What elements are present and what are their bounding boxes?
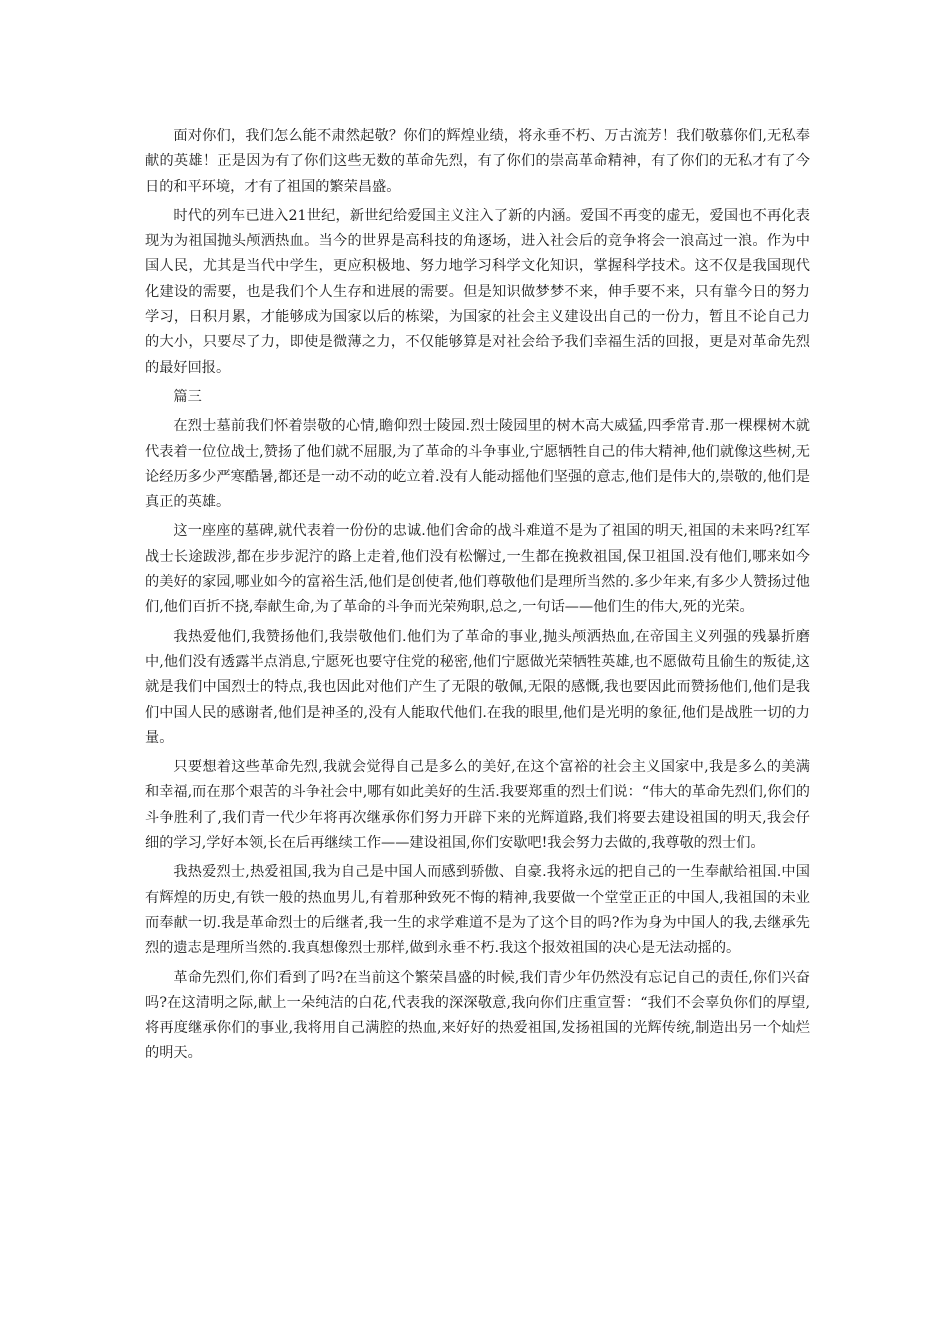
section-heading: 篇三 [173,388,202,405]
paragraph: 在烈士墓前我们怀着崇敬的心情,瞻仰烈士陵园.烈士陵园里的树木高大威猛,四季常青.那一棵棵树木就代表着一位位战士,赞扬了他们就不屈服,为了革命的斗争事业,宁愿牺牲自己的伟大精神,他们就像这些树,无论经历多少严寒酷暑,都还是一动不动的屹立着.没有人能动摇他们坚强的意志,他们是伟大的,崇敬的,他们是真正的英雄。 [145,418,810,511]
paragraph: 我热爱他们,我赞扬他们,我崇敬他们.他们为了革命的事业,抛头颅洒热血,在帝国主义列强的残暴折磨中,他们没有透露半点消息,宁愿死也要守住党的秘密,他们宁愿做光荣牺牲英雄,也不愿做苟且偷生的叛徒,这就是我们中国烈士的特点,我也因此对他们产生了无限的敬佩,无限的感慨,我也要因此而赞扬他们,他们是我们中国人民的感谢者,他们是神圣的,没有人能取代他们.在我的眼里,他们是光明的象征,他们是战胜一切的力量。 [145,628,810,746]
paragraph: 革命先烈们,你们看到了吗?在当前这个繁荣昌盛的时候,我们青少年仍然没有忘记自己的责任,你们兴奋吗?在这清明之际,献上一朵纯洁的白花,代表我的深深敬意,我向你们庄重宣誓：“我们不会辜负你们的厚望,将再度继承你们的事业,我将用自己满腔的热血,来好好的热爱祖国,发扬祖国的光辉传统,制造出另一个灿烂的明天。 [145,969,810,1062]
paragraph: 面对你们，我们怎么能不肃然起敬？你们的辉煌业绩，将永垂不朽、万古流芳！我们敬慕你们,无私奉献的英雄！正是因为有了你们这些无数的革命先烈，有了你们的崇高革命精神，有了你们的无私才有了今日的和平环境，才有了祖国的繁荣昌盛。 [145,128,810,195]
paragraph: 只要想着这些革命先烈,我就会觉得自己是多么的美好,在这个富裕的社会主义国家中,我是多么的美满和幸福,而在那个艰苦的斗争社会中,哪有如此美好的生活.我要郑重的烈士们说：“伟大的革命先烈们,你们的斗争胜利了,我们青一代少年将再次继承你们努力开辟下来的光辉道路,我们将要去建设祖国的明天,我会仔细的学习,学好本领,长在后再继续工作——建设祖国,你们安歇吧!我会努力去做的,我尊敬的烈士们。 [145,759,810,852]
paragraph: 这一座座的墓碑,就代表着一份份的忠诚.他们舍命的战斗难道不是为了祖国的明天,祖国的未来吗?红军战士长途跋涉,都在步步泥泞的路上走着,他们没有松懈过,一生都在挽救祖国,保卫祖国.没有他们,哪来如今的美好的家园,哪业如今的富裕生活,他们是创使者,他们尊敬他们是理所当然的.多少年来,有多少人赞扬过他们,他们百折不挠,奉献生命,为了革命的斗争而光荣殉职,总之,一句话——他们生的伟大,死的光荣。 [145,523,810,616]
paragraph: 我热爱烈士,热爱祖国,我为自己是中国人而感到骄傲、自豪.我将永远的把自己的一生奉献给祖国.中国有辉煌的历史,有铁一般的热血男儿,有着那种致死不悔的精神,我要做一个堂堂正正的中国人,我祖国的未业而奉献一切.我是革命烈士的后继者,我一生的求学难道不是为了这个目的吗?作为身为中国人的我,去继承先烈的遗志是理所当然的.我真想像烈士那样,做到永垂不朽.我这个报效祖国的决心是无法动摇的。 [145,864,810,957]
document-page [145,124,810,1071]
paragraph: 时代的列车已进入21世纪，新世纪给爱国主义注入了新的内涵。爱国不再变的虚无，爱国也不再化表现为为祖国抛头颅洒热血。当今的世界是高科技的角逐场，进入社会后的竞争将会一浪高过一浪。作为中国人民，尤其是当代中学生，更应积极地、努力地学习科学文化知识，掌握科学技术。这不仅是我国现代化建设的需要，也是我们个人生存和进展的需要。但是知识做梦梦不来，伸手要不来，只有靠今日的努力学习，日积月累，才能够成为国家以后的栋梁，为国家的社会主义建设出自己的一份力，暂且不论自己力的大小，只要尽了力，即使是微薄之力，不仅能够算是对社会给予我们幸福生活的回报，更是对革命先烈的最好回报。 [145,207,810,376]
